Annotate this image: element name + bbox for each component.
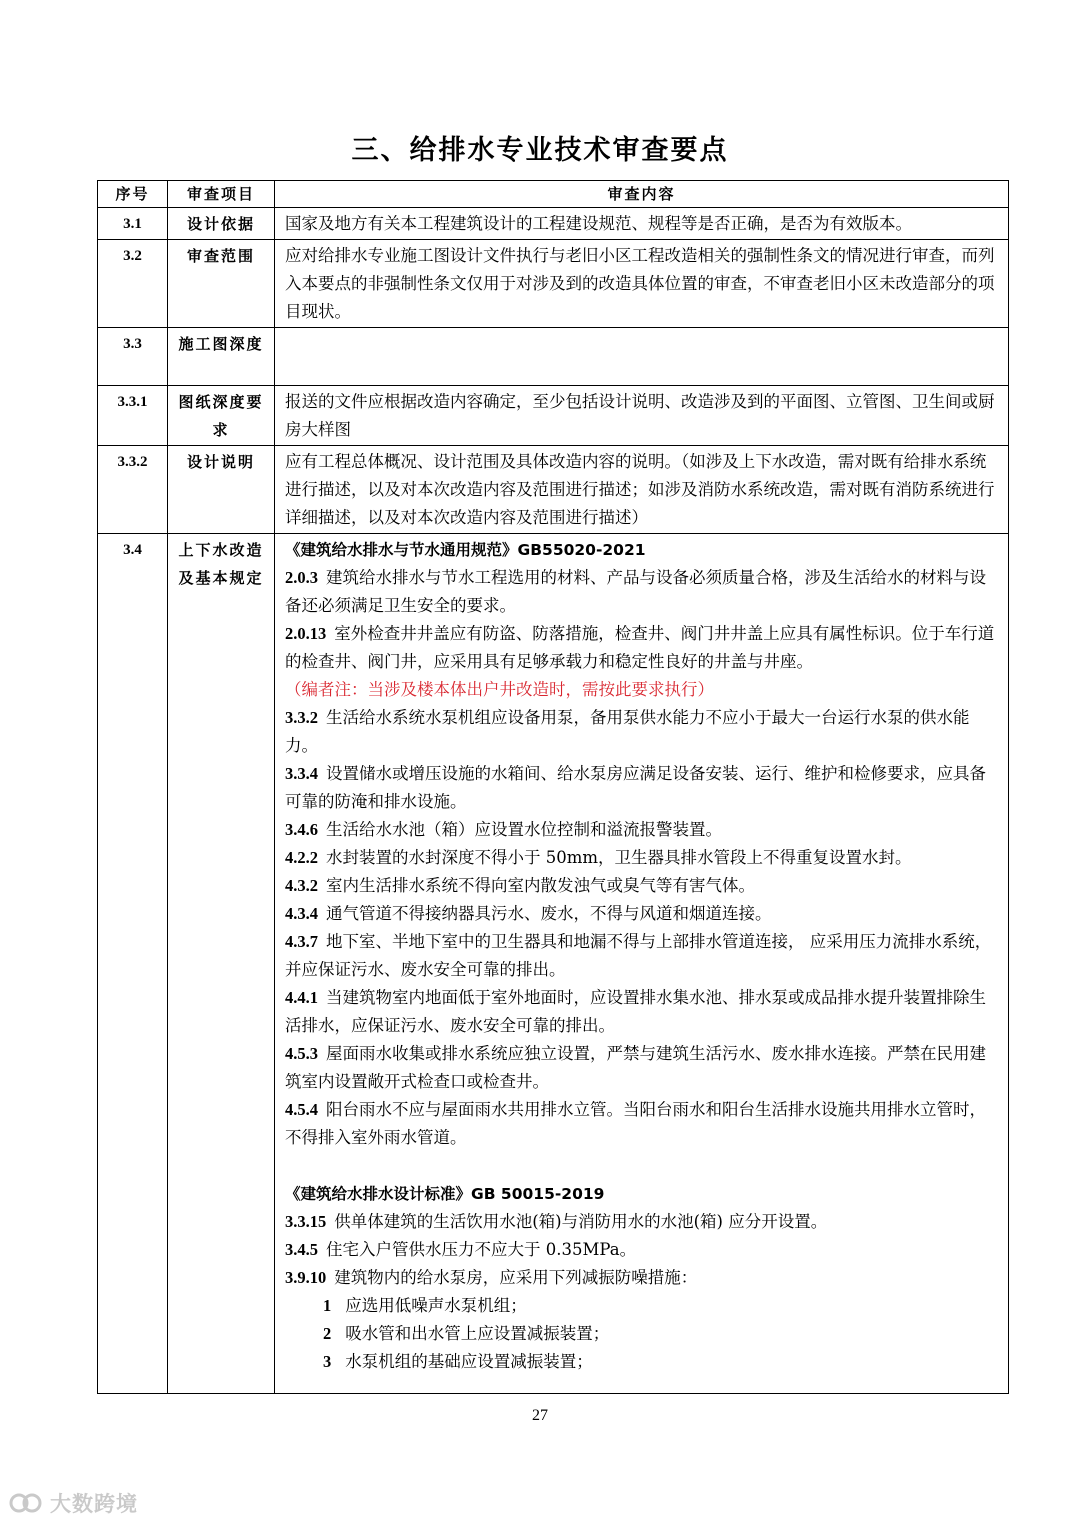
standard-title: 《建筑给水排水设计标准》GB 50015-2019	[285, 1185, 605, 1203]
table-row	[98, 208, 1009, 240]
clause	[285, 900, 1000, 928]
clause-number: 2.0.3	[285, 568, 318, 587]
row-item: 施工图深度	[168, 328, 275, 386]
row-content	[275, 328, 1009, 386]
row-no: 3.1	[98, 208, 168, 240]
clause	[285, 872, 1000, 900]
clause-text: 室外检查井井盖应有防盗、防落措施，检查井、阀门井井盖上应具有属性标识。位于车行道的检查井、阀门井，应采用具有足够承载力和稳定性良好的井盖与井座。	[285, 624, 995, 671]
watermark-text: 大数跨境	[50, 1492, 138, 1516]
sub-item-text: 水泵机组的基础应设置减振装置；	[345, 1352, 593, 1371]
watermark	[8, 1488, 138, 1518]
row-content: 应有工程总体概况、设计范围及具体改造内容的说明。（如涉及上下水改造，需对既有给排水系统进行描述，以及对本次改造内容及范围进行描述；如涉及消防水系统改造，需对既有消防系统进行详细描述，以及对本次改造内容及范围进行描述）	[275, 446, 1009, 534]
clause-number: 4.3.4	[285, 904, 318, 923]
row-content: 应对给排水专业施工图设计文件执行与老旧小区工程改造相关的强制性条文的情况进行审查，而列入本要点的非强制性条文仅用于对涉及到的改造具体位置的审查，不审查老旧小区未改造部分的项目现状。	[275, 240, 1009, 328]
clause-number: 2.0.13	[285, 624, 327, 643]
clause	[285, 564, 1000, 620]
sub-item-number: 1	[323, 1296, 332, 1315]
clause-number: 4.3.7	[285, 932, 318, 951]
sub-item-number: 3	[323, 1352, 332, 1371]
sub-item-number: 2	[323, 1324, 332, 1343]
review-table	[97, 180, 1009, 1394]
clause-number: 4.3.2	[285, 876, 318, 895]
row-content	[275, 534, 1009, 1394]
clause-number: 4.2.2	[285, 848, 318, 867]
row-item: 上下水改造及基本规定	[168, 534, 275, 1394]
clause	[285, 760, 1000, 816]
clause-text: 建筑物内的给水泵房，应采用下列减振防噪措施：	[334, 1268, 698, 1287]
clause-text: 建筑给水排水与节水工程选用的材料、产品与设备必须质量合格，涉及生活给水的材料与设备还必须满足卫生安全的要求。	[285, 568, 986, 615]
header-no: 序号	[98, 181, 168, 208]
clause-number: 3.3.15	[285, 1212, 327, 1231]
clause	[285, 620, 1000, 676]
clause	[285, 1040, 1000, 1096]
clause-number: 3.9.10	[285, 1268, 327, 1287]
clause	[285, 1236, 1000, 1264]
clause-text: 阳台雨水不应与屋面雨水共用排水立管。当阳台雨水和阳台生活排水设施共用排水立管时，不得排入室外雨水管道。	[285, 1100, 986, 1147]
clause	[285, 1208, 1000, 1236]
sub-item-text: 吸水管和出水管上应设置减振装置；	[345, 1324, 610, 1343]
row-content: 报送的文件应根据改造内容确定，至少包括设计说明、改造涉及到的平面图、立管图、卫生间或厨房大样图	[275, 386, 1009, 446]
clause-text: 屋面雨水收集或排水系统应独立设置，严禁与建筑生活污水、废水排水连接。严禁在民用建筑室内设置敞开式检查口或检查井。	[285, 1044, 986, 1091]
row-content: 国家及地方有关本工程建筑设计的工程建设规范、规程等是否正确，是否为有效版本。	[275, 208, 1009, 240]
row-item: 设计说明	[168, 446, 275, 534]
clause-number: 3.4.6	[285, 820, 318, 839]
table-header-row	[98, 181, 1009, 208]
sub-item-text: 应选用低噪声水泵机组；	[345, 1296, 527, 1315]
spacer	[285, 1152, 1000, 1180]
sub-item	[285, 1320, 1000, 1348]
clause	[285, 844, 1000, 872]
clause-text: 当建筑物室内地面低于室外地面时，应设置排水集水池、排水泵或成品排水提升装置排除生活排水，应保证污水、废水安全可靠的排出。	[285, 988, 986, 1035]
row-no: 3.2	[98, 240, 168, 328]
row-no: 3.3.2	[98, 446, 168, 534]
clause-number: 3.3.4	[285, 764, 318, 783]
clause-text: 室内生活排水系统不得向室内散发浊气或臭气等有害气体。	[326, 876, 755, 895]
clause-text: 水封装置的水封深度不得小于 50mm，卫生器具排水管段上不得重复设置水封。	[326, 848, 912, 867]
row-no: 3.4	[98, 534, 168, 1394]
row-item: 审查范围	[168, 240, 275, 328]
table-row	[98, 446, 1009, 534]
page-title: 三、给排水专业技术审查要点	[351, 135, 729, 166]
clause	[285, 1096, 1000, 1152]
clause	[285, 1264, 1000, 1292]
clause	[285, 704, 1000, 760]
sub-item	[285, 1348, 1000, 1376]
clause	[285, 816, 1000, 844]
clause-text: 生活给水水池（箱）应设置水位控制和溢流报警装置。	[326, 820, 722, 839]
table-row	[98, 386, 1009, 446]
clause-text: 供单体建筑的生活饮用水池(箱)与消防用水的水池(箱) 应分开设置。	[334, 1212, 828, 1231]
row-no: 3.3	[98, 328, 168, 386]
clause	[285, 984, 1000, 1040]
clause-text: 通气管道不得接纳器具污水、废水，不得与风道和烟道连接。	[326, 904, 772, 923]
clause	[285, 928, 1000, 984]
watermark-logo-icon	[8, 1491, 44, 1515]
clause-text: 生活给水系统水泵机组应设备用泵，备用泵供水能力不应小于最大一台运行水泵的供水能力。	[285, 708, 970, 755]
clause-number: 3.3.2	[285, 708, 318, 727]
table-row	[98, 328, 1009, 386]
header-content: 审查内容	[275, 181, 1009, 208]
clause-number: 4.4.1	[285, 988, 318, 1007]
table-row-3-4	[98, 534, 1009, 1394]
clause-text: 地下室、半地下室中的卫生器具和地漏不得与上部排水管道连接， 应采用压力流排水系统，并应保证污水、废水安全可靠的排出。	[285, 932, 992, 979]
clause-text: 设置储水或增压设施的水箱间、给水泵房应满足设备安装、运行、维护和检修要求，应具备可靠的防淹和排水设施。	[285, 764, 986, 811]
row-item: 设计依据	[168, 208, 275, 240]
clause-number: 3.4.5	[285, 1240, 318, 1259]
clause-number: 4.5.3	[285, 1044, 318, 1063]
clause-text: 住宅入户管供水压力不应大于 0.35MPa。	[326, 1240, 637, 1259]
table-row	[98, 240, 1009, 328]
editor-note: （编者注：当涉及楼本体出户井改造时，需按此要求执行）	[285, 680, 714, 699]
header-item: 审查项目	[168, 181, 275, 208]
page-number: 27	[532, 1407, 548, 1424]
clause-number: 4.5.4	[285, 1100, 318, 1119]
standard-title: 《建筑给水排水与节水通用规范》GB55020-2021	[285, 541, 646, 559]
sub-item	[285, 1292, 1000, 1320]
row-no: 3.3.1	[98, 386, 168, 446]
row-item: 图纸深度要求	[168, 386, 275, 446]
